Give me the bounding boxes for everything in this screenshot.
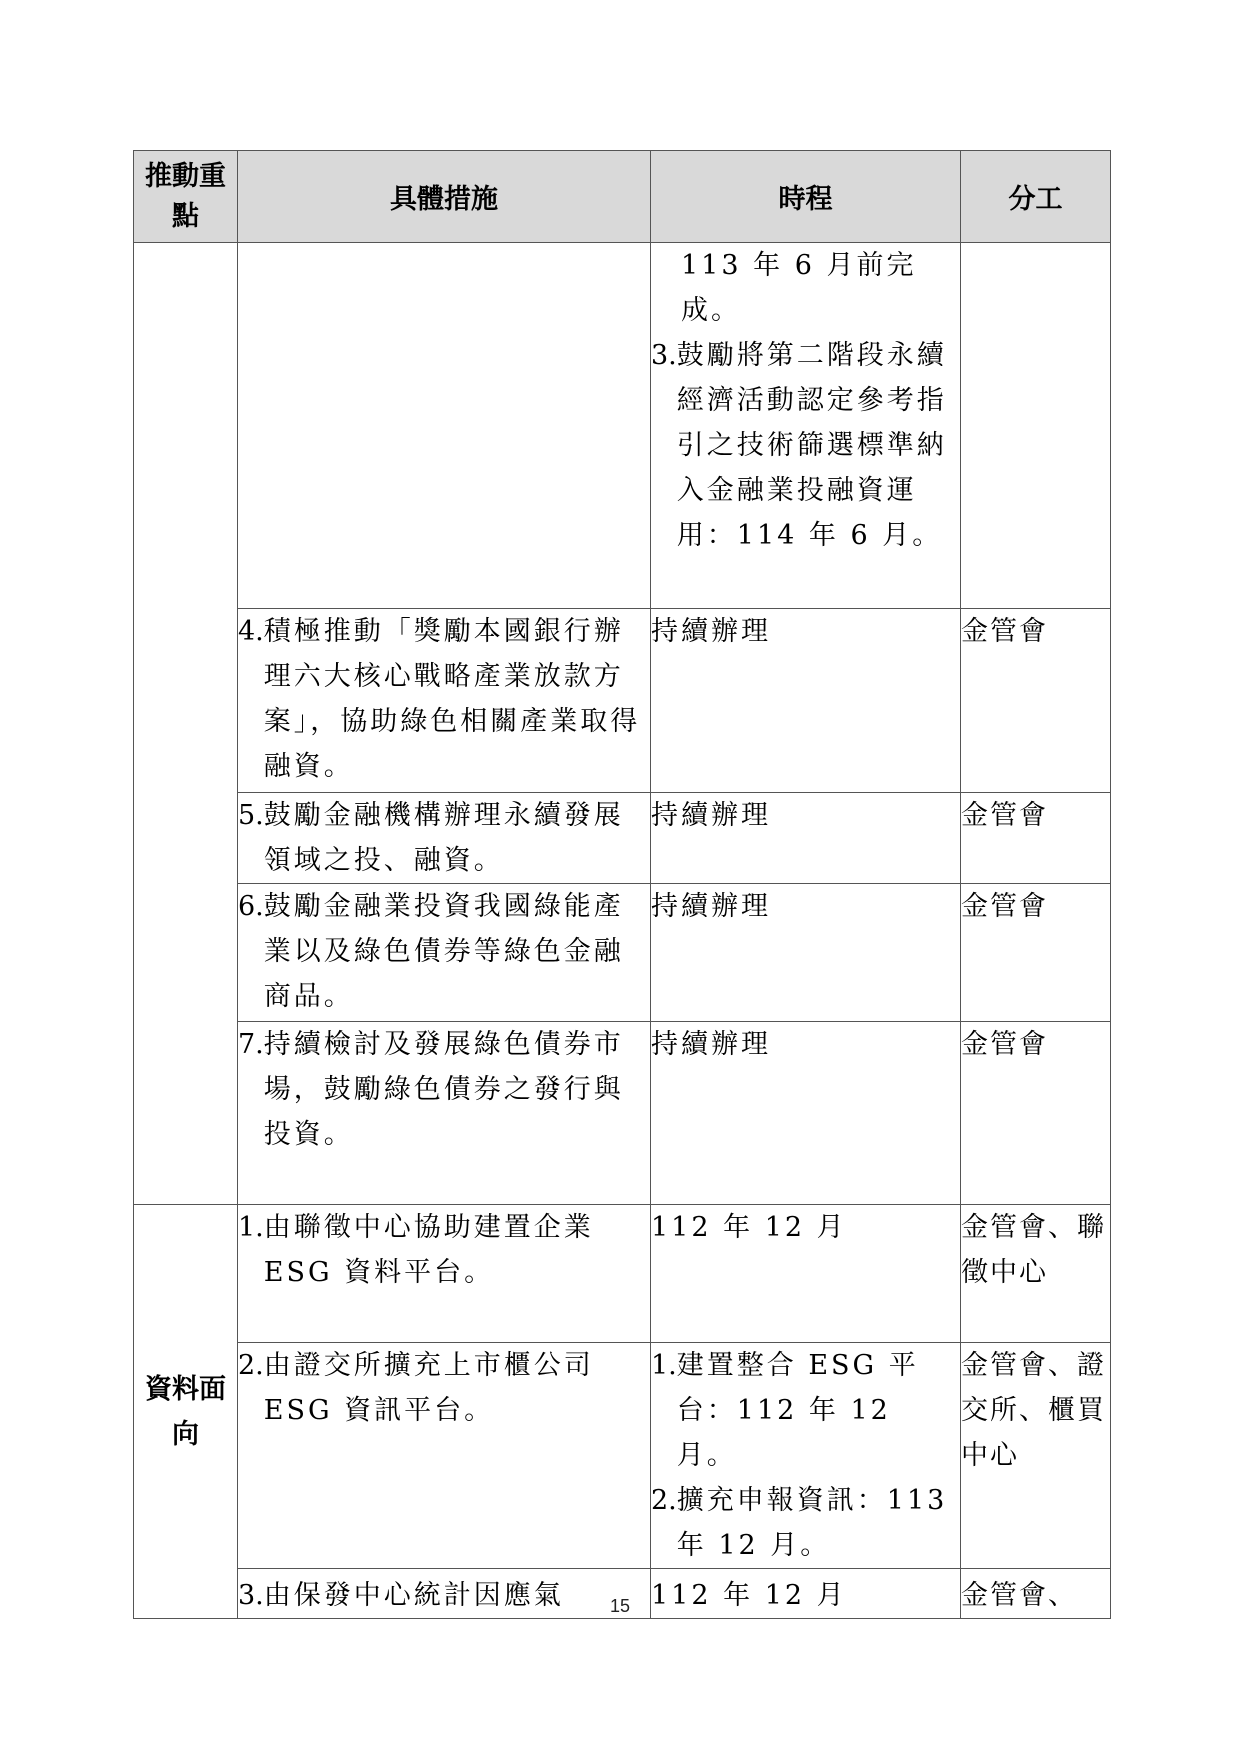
division-cell: 金管會: [961, 1022, 1111, 1205]
item-text: 擴充申報資訊：113 年 12 月。: [676, 1485, 948, 1561]
schedule-line: 成。: [681, 295, 741, 326]
header-measure: 具體措施: [238, 151, 651, 243]
schedule-cell: 持續辦理: [651, 793, 961, 884]
table-row: [134, 884, 1111, 1022]
item-text: 鼓勵金融業投資我國綠能產業以及綠色債券等綠色金融商品。: [263, 891, 624, 1012]
table-header-row: [134, 151, 1111, 243]
measure-cell: [238, 1343, 651, 1569]
item-text: 由聯徵中心協助建置企業 ESG 資料平台。: [263, 1212, 594, 1288]
item-number: 5.: [238, 800, 264, 831]
table-row: [134, 793, 1111, 884]
schedule-cell: 持續辦理: [651, 884, 961, 1022]
table-row-continued: [134, 243, 1111, 609]
table-row: [134, 1205, 1111, 1343]
division-cell: 金管會: [961, 793, 1111, 884]
focus-cell-data: 資料面向: [134, 1205, 238, 1619]
schedule-cell: 112 年 12 月: [651, 1205, 961, 1343]
table-row: [134, 1343, 1111, 1569]
measure-cell: [238, 1022, 651, 1205]
header-focus: 推動重點: [134, 151, 238, 243]
measures-table: [133, 150, 1111, 1619]
item-number: 7.: [238, 1029, 264, 1060]
schedule-cell: [651, 243, 961, 609]
focus-cell-empty: [134, 243, 238, 1205]
item-number: 3.: [238, 1580, 264, 1611]
item-text: 由保發中心統計因應氣: [263, 1580, 564, 1611]
schedule-item: [651, 333, 960, 558]
item-number: 2.: [651, 1485, 677, 1516]
division-cell-empty: [961, 243, 1111, 609]
item-text: 建置整合 ESG 平台：112 年 12 月。: [676, 1350, 919, 1471]
item-number: 1.: [238, 1212, 264, 1243]
measure-cell: [238, 609, 651, 793]
schedule-cell: 持續辦理: [651, 1022, 961, 1205]
table-row: [134, 609, 1111, 793]
measure-cell-empty: [238, 243, 651, 609]
item-text: 積極推動「獎勵本國銀行辦理六大核心戰略產業放款方案」，協助綠色相關產業取得融資。: [263, 616, 641, 782]
measure-cell: [238, 1205, 651, 1343]
item-number: 4.: [238, 616, 264, 647]
schedule-cell: 持續辦理: [651, 609, 961, 793]
item-text: 持續檢討及發展綠色債券市場，鼓勵綠色債券之發行與投資。: [263, 1029, 624, 1150]
division-cell: 金管會、聯徵中心: [961, 1205, 1111, 1343]
item-text: 鼓勵金融機構辦理永續發展領域之投、融資。: [263, 800, 624, 876]
schedule-cell: [651, 1343, 961, 1569]
schedule-line: 113 年 6 月前完: [681, 250, 917, 281]
measure-cell: [238, 793, 651, 884]
page-number: 15: [609, 1596, 631, 1616]
division-cell: 金管會、: [961, 1569, 1111, 1619]
division-cell: 金管會: [961, 609, 1111, 793]
schedule-cell: 112 年 12 月: [651, 1569, 961, 1619]
table-row: [134, 1022, 1111, 1205]
item-text: 鼓勵將第二階段永續經濟活動認定參考指引之技術篩選標準納入金融業投融資運用：114 年 6 月。: [676, 340, 947, 551]
header-division: 分工: [961, 151, 1111, 243]
division-cell: 金管會: [961, 884, 1111, 1022]
item-number: 2.: [238, 1350, 264, 1381]
item-number: 3.: [651, 340, 677, 371]
item-number: 6.: [238, 891, 264, 922]
item-number: 1.: [651, 1350, 677, 1381]
measure-cell: [238, 884, 651, 1022]
header-schedule: 時程: [651, 151, 961, 243]
item-text: 由證交所擴充上市櫃公司 ESG 資訊平台。: [263, 1350, 594, 1426]
division-cell: 金管會、證交所、櫃買中心: [961, 1343, 1111, 1569]
